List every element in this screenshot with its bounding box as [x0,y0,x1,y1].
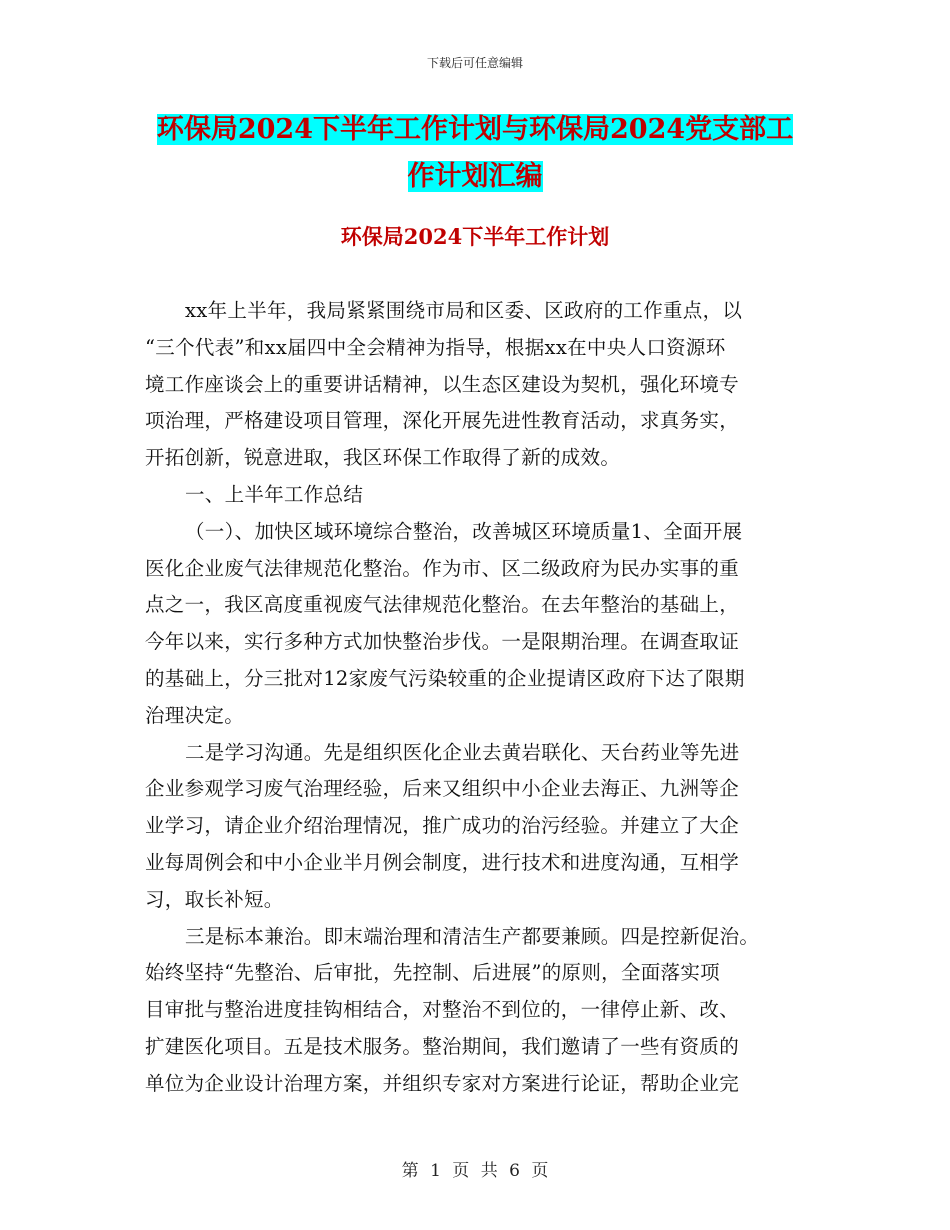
paragraph-line: xx年上半年，我局紧紧围绕市局和区委、区政府的工作重点，以 [185,299,743,322]
paragraph-line: 开拓创新，锐意进取，我区环保工作取得了新的成效。 [145,446,621,470]
document-body [145,293,817,1103]
document-title-line-2: 作计划汇编 [407,161,543,192]
page-footer: 第 1 页 共 6 页 [401,1161,549,1181]
paragraph-line: 的基础上，分三批对12家废气污染较重的企业提请区政府下达了限期 [145,666,745,690]
paragraph-line: 点之一，我区高度重视废气法律规范化整治。在去年整治的基础上， [145,593,740,617]
paragraph-line: 目审批与整治进度挂钩相结合，对整治不到位的，一律停止新、改、 [145,998,740,1022]
paragraph-line: 扩建医化项目。五是技术服务。整治期间，我们邀请了一些有资质的 [145,1034,740,1058]
paragraph-line: “三个代表”和xx届四中全会精神为指导，根据xx在中央人口资源环 [145,335,726,359]
paragraph-line: 业学习，请企业介绍治理情况，推广成功的治污经验。并建立了大企 [145,814,740,838]
paragraph-line: 业每周例会和中小企业半月例会制度，进行技术和进度沟通，互相学 [145,850,740,874]
paragraph-line: 治理决定。 [145,703,245,727]
paragraph-line: 始终坚持“先整治、后审批，先控制、后进展”的原则，全面落实项 [145,961,720,985]
paragraph-line: 今年以来，实行多种方式加快整治步伐。一是限期治理。在调查取证 [145,630,740,654]
paragraph-line: 境工作座谈会上的重要讲话精神，以生态区建设为契机，强化环境专 [145,372,740,396]
paragraph-line: 习，取长补短。 [145,887,284,911]
header-note: 下载后可任意编辑 [426,56,523,70]
section-title: 环保局2024下半年工作计划 [340,224,610,249]
paragraph-line: 项治理，严格建设项目管理，深化开展先进性教育活动，求真务实， [145,409,740,433]
paragraph-line: （一）、加快区域环境综合整治，改善城区环境质量1、全面开展 [185,519,743,543]
section-heading: 一、上半年工作总结 [185,482,364,506]
document-title-line-1: 环保局2024下半年工作计划与环保局2024党支部工 [156,114,794,145]
document-title [145,106,805,200]
paragraph-line: 医化企业废气法律规范化整治。作为市、区二级政府为民办实事的重 [145,556,740,580]
paragraph-line: 单位为企业设计治理方案，并组织专家对方案进行论证，帮助企业完 [145,1071,740,1095]
paragraph-line: 三是标本兼治。即末端治理和清洁生产都要兼顾。四是控新促治。 [185,924,760,948]
paragraph-line: 二是学习沟通。先是组织医化企业去黄岩联化、天台药业等先进 [185,740,740,764]
paragraph-line: 企业参观学习废气治理经验，后来又组织中小企业去海正、九洲等企 [145,777,740,801]
